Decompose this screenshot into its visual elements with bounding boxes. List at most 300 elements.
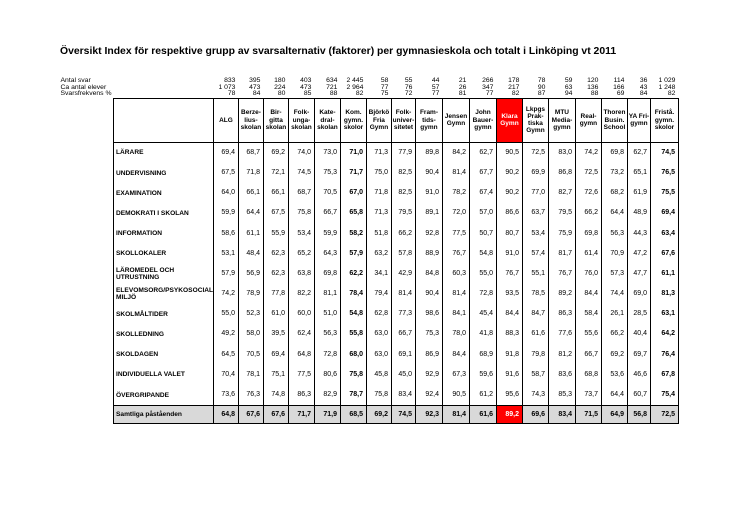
count-cell: 266 bbox=[482, 77, 494, 84]
count-cell: 78 bbox=[227, 90, 236, 98]
table-cell: 84,1 bbox=[442, 304, 469, 324]
table-row bbox=[114, 244, 679, 264]
table-cell: 65,2 bbox=[288, 244, 314, 264]
table-row bbox=[114, 224, 679, 244]
table-cell: 78,1 bbox=[238, 365, 263, 385]
table-cell: 67,4 bbox=[469, 183, 496, 203]
count-cell: 69 bbox=[616, 90, 625, 98]
table-cell: 68,8 bbox=[575, 365, 601, 385]
total-cell: 72,5 bbox=[650, 406, 678, 424]
total-cell: 69,2 bbox=[366, 406, 391, 424]
table-cell: 80,6 bbox=[314, 365, 340, 385]
total-cell: 71,7 bbox=[288, 406, 314, 424]
total-cell: 68,5 bbox=[340, 406, 366, 424]
count-cell: 347 bbox=[482, 83, 494, 91]
table-cell: 74,3 bbox=[522, 385, 548, 406]
count-cell: 180 bbox=[274, 77, 286, 84]
total-row-label: Samtliga påståenden bbox=[114, 406, 214, 424]
table-cell: 63,7 bbox=[522, 203, 548, 223]
count-cell: 1 073 bbox=[218, 83, 236, 91]
count-cell: 84 bbox=[252, 90, 261, 98]
row-label: ÖVERGRIPANDE bbox=[114, 385, 214, 406]
table-cell: 51,0 bbox=[314, 304, 340, 324]
table-cell: 79,4 bbox=[366, 284, 391, 304]
count-cell: 43 bbox=[639, 83, 648, 91]
table-cell: 53,6 bbox=[601, 365, 627, 385]
table-cell: 74,4 bbox=[601, 284, 627, 304]
table-cell: 69,0 bbox=[627, 284, 650, 304]
table-cell: 58,0 bbox=[238, 324, 263, 344]
table-cell: 73,2 bbox=[601, 163, 627, 183]
table-cell: 50,7 bbox=[469, 224, 496, 244]
table-cell: 73,7 bbox=[575, 385, 601, 406]
column-header: Kate- dral- skolan bbox=[314, 98, 340, 142]
table-cell: 54,8 bbox=[340, 304, 366, 324]
count-row-label: Antal svar bbox=[60, 77, 91, 84]
count-cell: 87 bbox=[537, 90, 546, 98]
table-cell: 71,0 bbox=[340, 142, 366, 163]
count-cell: 55 bbox=[404, 77, 413, 84]
table-row bbox=[114, 284, 679, 304]
table-cell: 89,1 bbox=[415, 203, 442, 223]
table-cell: 66,1 bbox=[238, 183, 263, 203]
column-header: Folk- unga- skolan bbox=[288, 98, 314, 142]
table-cell: 40,4 bbox=[627, 324, 650, 344]
table-cell: 64,5 bbox=[213, 345, 238, 365]
table-cell: 64,8 bbox=[288, 345, 314, 365]
count-cell: 77 bbox=[485, 90, 494, 98]
table-cell: 78,4 bbox=[340, 284, 366, 304]
table-cell: 69,4 bbox=[213, 142, 238, 163]
column-header: Fristå. gymn. skolor bbox=[650, 98, 678, 142]
total-cell: 61,6 bbox=[469, 406, 496, 424]
table-cell: 78,7 bbox=[340, 385, 366, 406]
table-cell: 68,2 bbox=[601, 183, 627, 203]
table-cell: 58,4 bbox=[575, 304, 601, 324]
table-cell: 86,9 bbox=[415, 345, 442, 365]
table-row bbox=[114, 264, 679, 284]
table-cell: 71,3 bbox=[366, 203, 391, 223]
count-cell: 77 bbox=[431, 90, 440, 98]
table-cell: 61,9 bbox=[627, 183, 650, 203]
count-cell: 833 bbox=[224, 77, 236, 84]
table-cell: 63,2 bbox=[366, 244, 391, 264]
count-cell: 63 bbox=[564, 83, 573, 91]
table-cell: 76,3 bbox=[238, 385, 263, 406]
table-cell: 89,8 bbox=[415, 142, 442, 163]
table-cell: 61,4 bbox=[575, 244, 601, 264]
row-label: LÄRARE bbox=[114, 142, 214, 163]
table-cell: 79,5 bbox=[391, 203, 415, 223]
table-cell: 44,3 bbox=[627, 224, 650, 244]
table-cell: 90,2 bbox=[496, 183, 522, 203]
table-cell: 75,4 bbox=[650, 385, 678, 406]
table-cell: 69,9 bbox=[522, 163, 548, 183]
table-cell: 61,0 bbox=[263, 304, 288, 324]
table-cell: 51,8 bbox=[366, 224, 391, 244]
table-cell: 82,2 bbox=[288, 284, 314, 304]
column-header: Bir-gitta skolan bbox=[263, 98, 288, 142]
count-cell: 26 bbox=[458, 83, 467, 91]
table-cell: 64,4 bbox=[601, 385, 627, 406]
row-label: INDIVIDUELLA VALET bbox=[114, 365, 214, 385]
table-cell: 81,4 bbox=[391, 284, 415, 304]
table-cell: 55,9 bbox=[263, 224, 288, 244]
table-cell: 78,9 bbox=[238, 284, 263, 304]
count-cell: 1 248 bbox=[658, 83, 676, 91]
table-cell: 55,8 bbox=[340, 324, 366, 344]
table-cell: 71,7 bbox=[340, 163, 366, 183]
table-cell: 62,7 bbox=[469, 142, 496, 163]
table-cell: 86,8 bbox=[548, 163, 575, 183]
count-cell: 75 bbox=[380, 90, 389, 98]
table-cell: 67,7 bbox=[469, 163, 496, 183]
table-cell: 64,4 bbox=[238, 203, 263, 223]
count-cell: 224 bbox=[274, 83, 286, 91]
table-cell: 48,9 bbox=[627, 203, 650, 223]
table-cell: 75,9 bbox=[548, 224, 575, 244]
table-cell: 77,5 bbox=[442, 224, 469, 244]
table-cell: 70,5 bbox=[314, 183, 340, 203]
table-cell: 73,0 bbox=[314, 142, 340, 163]
table-cell: 53,1 bbox=[213, 244, 238, 264]
table-cell: 90,4 bbox=[415, 284, 442, 304]
table-cell: 61,1 bbox=[238, 224, 263, 244]
column-header: Berze- lius- skolan bbox=[238, 98, 263, 142]
table-cell: 74,5 bbox=[288, 163, 314, 183]
table-cell: 45,0 bbox=[391, 365, 415, 385]
row-label: SKOLDAGEN bbox=[114, 345, 214, 365]
table-cell: 74,2 bbox=[575, 142, 601, 163]
table-cell: 66,2 bbox=[575, 203, 601, 223]
table-cell: 72,6 bbox=[575, 183, 601, 203]
table-cell: 67,6 bbox=[650, 244, 678, 264]
table-cell: 69,8 bbox=[575, 224, 601, 244]
row-label: UNDERVISNING bbox=[114, 163, 214, 183]
table-cell: 75,8 bbox=[288, 203, 314, 223]
table-cell: 57,3 bbox=[601, 264, 627, 284]
table-cell: 78,0 bbox=[442, 324, 469, 344]
table-cell: 71,8 bbox=[366, 183, 391, 203]
count-cell: 2 964 bbox=[346, 83, 364, 91]
table-cell: 48,4 bbox=[238, 244, 263, 264]
table-cell: 41,8 bbox=[469, 324, 496, 344]
row-label: EXAMINATION bbox=[114, 183, 214, 203]
table-cell: 72,8 bbox=[314, 345, 340, 365]
count-cell: 81 bbox=[458, 90, 467, 98]
table-cell: 60,7 bbox=[627, 385, 650, 406]
table-cell: 95,6 bbox=[496, 385, 522, 406]
column-header: Jensen Gymn bbox=[442, 98, 469, 142]
table-cell: 70,5 bbox=[238, 345, 263, 365]
table-cell: 69,7 bbox=[627, 345, 650, 365]
total-cell: 74,5 bbox=[391, 406, 415, 424]
table-cell: 67,0 bbox=[340, 183, 366, 203]
table-cell: 91,6 bbox=[496, 365, 522, 385]
table-cell: 75,3 bbox=[314, 163, 340, 183]
table-cell: 47,7 bbox=[627, 264, 650, 284]
table-row bbox=[114, 304, 679, 324]
table-cell: 61,6 bbox=[522, 324, 548, 344]
table-cell: 77,6 bbox=[548, 324, 575, 344]
table-cell: 56,3 bbox=[601, 224, 627, 244]
table-cell: 63,0 bbox=[366, 324, 391, 344]
table-cell: 78,2 bbox=[442, 183, 469, 203]
table-cell: 64,3 bbox=[314, 244, 340, 264]
total-cell: 64,9 bbox=[601, 406, 627, 424]
table-cell: 75,0 bbox=[366, 163, 391, 183]
table-cell: 90,2 bbox=[496, 163, 522, 183]
total-cell: 67,6 bbox=[263, 406, 288, 424]
table-cell: 86,6 bbox=[496, 203, 522, 223]
table-cell: 68,0 bbox=[340, 345, 366, 365]
index-table bbox=[60, 77, 679, 424]
total-cell: 81,4 bbox=[442, 406, 469, 424]
table-row bbox=[114, 142, 679, 163]
table-cell: 46,6 bbox=[627, 365, 650, 385]
table-cell: 62,3 bbox=[263, 264, 288, 284]
table-cell: 84,4 bbox=[442, 345, 469, 365]
table-cell: 77,3 bbox=[391, 304, 415, 324]
table-cell: 74,8 bbox=[263, 385, 288, 406]
column-header: John Bauer- gymn bbox=[469, 98, 496, 142]
table-cell: 58,7 bbox=[522, 365, 548, 385]
table-cell: 98,6 bbox=[415, 304, 442, 324]
table-cell: 67,8 bbox=[650, 365, 678, 385]
table-cell: 67,5 bbox=[263, 203, 288, 223]
count-cell: 90 bbox=[537, 83, 546, 91]
table-cell: 62,7 bbox=[627, 142, 650, 163]
table-cell: 89,2 bbox=[548, 284, 575, 304]
header-corner bbox=[114, 98, 214, 142]
table-cell: 90,5 bbox=[496, 142, 522, 163]
table-cell: 84,4 bbox=[575, 284, 601, 304]
table-cell: 90,5 bbox=[442, 385, 469, 406]
table-cell: 69,2 bbox=[601, 345, 627, 365]
table-cell: 28,5 bbox=[627, 304, 650, 324]
table-cell: 55,1 bbox=[522, 264, 548, 284]
table-cell: 77,8 bbox=[263, 284, 288, 304]
count-cell: 473 bbox=[249, 83, 261, 91]
table-cell: 26,1 bbox=[601, 304, 627, 324]
total-cell: 83,4 bbox=[548, 406, 575, 424]
table-cell: 56,9 bbox=[238, 264, 263, 284]
table-cell: 81,7 bbox=[548, 244, 575, 264]
table-cell: 34,1 bbox=[366, 264, 391, 284]
count-cell: 94 bbox=[564, 90, 573, 98]
table-cell: 57,9 bbox=[213, 264, 238, 284]
row-label: INFORMATION bbox=[114, 224, 214, 244]
table-cell: 70,4 bbox=[213, 365, 238, 385]
total-cell: 67,6 bbox=[238, 406, 263, 424]
count-cell: 721 bbox=[326, 83, 338, 91]
count-cell: 395 bbox=[249, 77, 261, 84]
column-header: Folk- univer- sitetet bbox=[391, 98, 415, 142]
table-cell: 91,8 bbox=[496, 345, 522, 365]
column-header: Lkpgs Prak- tiska Gymn bbox=[522, 98, 548, 142]
table-cell: 83,6 bbox=[548, 365, 575, 385]
table-cell: 72,8 bbox=[469, 284, 496, 304]
table-cell: 69,4 bbox=[263, 345, 288, 365]
table-cell: 63,8 bbox=[288, 264, 314, 284]
count-cell: 85 bbox=[303, 90, 312, 98]
table-cell: 77,0 bbox=[522, 183, 548, 203]
row-label: ELEVOMSORG/PSYKOSOCIAL MILJÖ bbox=[114, 284, 214, 304]
table-cell: 71,3 bbox=[366, 142, 391, 163]
table-cell: 88,3 bbox=[496, 324, 522, 344]
table-cell: 60,0 bbox=[288, 304, 314, 324]
table-cell: 60,3 bbox=[442, 264, 469, 284]
table-cell: 61,2 bbox=[469, 385, 496, 406]
table-row bbox=[114, 345, 679, 365]
table-cell: 55,0 bbox=[469, 264, 496, 284]
total-cell: 89,2 bbox=[496, 406, 522, 424]
total-row bbox=[114, 406, 679, 424]
table-row bbox=[114, 324, 679, 344]
table-cell: 59,9 bbox=[314, 224, 340, 244]
table-cell: 75,8 bbox=[340, 365, 366, 385]
table-cell: 76,7 bbox=[548, 264, 575, 284]
table-cell: 82,7 bbox=[548, 183, 575, 203]
table-cell: 75,1 bbox=[263, 365, 288, 385]
count-cell: 58 bbox=[380, 77, 389, 84]
table-cell: 68,9 bbox=[469, 345, 496, 365]
table-cell: 64,0 bbox=[213, 183, 238, 203]
count-cell: 59 bbox=[564, 77, 573, 84]
table-cell: 77,5 bbox=[288, 365, 314, 385]
total-cell: 64,8 bbox=[213, 406, 238, 424]
table-cell: 52,3 bbox=[238, 304, 263, 324]
table-cell: 53,4 bbox=[522, 224, 548, 244]
column-header: MTU Media- gymn bbox=[548, 98, 575, 142]
row-label: LÄROMEDEL OCH UTRUSTNING bbox=[114, 264, 214, 284]
count-cell: 178 bbox=[508, 77, 520, 84]
table-cell: 83,0 bbox=[548, 142, 575, 163]
count-cell: 634 bbox=[326, 77, 338, 84]
table-cell: 74,5 bbox=[650, 142, 678, 163]
table-cell: 66,7 bbox=[391, 324, 415, 344]
table-cell: 81,3 bbox=[650, 284, 678, 304]
table-cell: 58,2 bbox=[340, 224, 366, 244]
table-cell: 66,2 bbox=[601, 324, 627, 344]
table-cell: 81,4 bbox=[442, 284, 469, 304]
table-cell: 85,3 bbox=[548, 385, 575, 406]
table-cell: 79,8 bbox=[522, 345, 548, 365]
table-cell: 66,2 bbox=[391, 224, 415, 244]
count-cell: 88 bbox=[329, 90, 338, 98]
table-cell: 77,9 bbox=[391, 142, 415, 163]
table-cell: 69,8 bbox=[314, 264, 340, 284]
table-cell: 86,3 bbox=[288, 385, 314, 406]
table-cell: 76,7 bbox=[496, 264, 522, 284]
table-row bbox=[114, 203, 679, 223]
column-header: Thoren Busin. School bbox=[601, 98, 627, 142]
table-cell: 76,5 bbox=[650, 163, 678, 183]
table-cell: 65,8 bbox=[340, 203, 366, 223]
table-cell: 69,1 bbox=[391, 345, 415, 365]
table-cell: 72,5 bbox=[575, 163, 601, 183]
table-cell: 69,2 bbox=[263, 142, 288, 163]
table-cell: 82,9 bbox=[314, 385, 340, 406]
table-cell: 45,8 bbox=[366, 365, 391, 385]
table-cell: 76,0 bbox=[575, 264, 601, 284]
table-cell: 75,8 bbox=[366, 385, 391, 406]
row-label: SKOLLOKALER bbox=[114, 244, 214, 264]
count-cell: 21 bbox=[458, 77, 467, 84]
count-cell: 80 bbox=[277, 90, 286, 98]
table-cell: 56,3 bbox=[314, 324, 340, 344]
table-cell: 62,8 bbox=[366, 304, 391, 324]
table-cell: 76,4 bbox=[650, 345, 678, 365]
count-row-label: Svarsfrekvens % bbox=[60, 90, 112, 98]
table-cell: 49,2 bbox=[213, 324, 238, 344]
count-cell: 2 445 bbox=[346, 77, 364, 84]
table-cell: 93,5 bbox=[496, 284, 522, 304]
count-cell: 36 bbox=[639, 77, 648, 84]
table-cell: 62,3 bbox=[263, 244, 288, 264]
table-cell: 81,1 bbox=[314, 284, 340, 304]
table-cell: 63,4 bbox=[650, 224, 678, 244]
table-cell: 59,6 bbox=[469, 365, 496, 385]
count-cell: 82 bbox=[355, 90, 364, 98]
count-row-label: Ca antal elever bbox=[60, 83, 107, 91]
table-cell: 82,5 bbox=[391, 163, 415, 183]
table-cell: 72,1 bbox=[263, 163, 288, 183]
count-cell: 1 029 bbox=[658, 77, 676, 84]
table-cell: 54,8 bbox=[469, 244, 496, 264]
total-cell: 71,5 bbox=[575, 406, 601, 424]
count-cell: 76 bbox=[404, 83, 413, 91]
table-cell: 68,7 bbox=[288, 183, 314, 203]
table-cell: 79,5 bbox=[548, 203, 575, 223]
table-cell: 62,2 bbox=[340, 264, 366, 284]
table-cell: 78,5 bbox=[522, 284, 548, 304]
table-cell: 68,7 bbox=[238, 142, 263, 163]
table-cell: 55,6 bbox=[575, 324, 601, 344]
table-cell: 88,9 bbox=[415, 244, 442, 264]
table-cell: 55,0 bbox=[213, 304, 238, 324]
table-cell: 72,0 bbox=[442, 203, 469, 223]
table-cell: 81,4 bbox=[442, 163, 469, 183]
count-row bbox=[114, 91, 679, 98]
table-cell: 57,8 bbox=[391, 244, 415, 264]
table-cell: 82,5 bbox=[391, 183, 415, 203]
table-cell: 90,4 bbox=[415, 163, 442, 183]
table-row bbox=[114, 163, 679, 183]
header-row bbox=[114, 98, 679, 142]
table-cell: 73,6 bbox=[213, 385, 238, 406]
row-label: DEMOKRATI I SKOLAN bbox=[114, 203, 214, 223]
count-cell: 114 bbox=[613, 77, 625, 84]
table-row bbox=[114, 365, 679, 385]
count-cell: 473 bbox=[300, 83, 312, 91]
count-cell: 403 bbox=[300, 77, 312, 84]
table-cell: 65,1 bbox=[627, 163, 650, 183]
row-label: SKOLMÅLTIDER bbox=[114, 304, 214, 324]
table-cell: 70,9 bbox=[601, 244, 627, 264]
table-cell: 84,7 bbox=[522, 304, 548, 324]
table-cell: 67,5 bbox=[213, 163, 238, 183]
table-cell: 47,2 bbox=[627, 244, 650, 264]
column-header: YA Fri- gymn bbox=[627, 98, 650, 142]
table-cell: 42,9 bbox=[391, 264, 415, 284]
total-cell: 69,6 bbox=[522, 406, 548, 424]
count-cell: 57 bbox=[431, 83, 440, 91]
table-cell: 66,1 bbox=[263, 183, 288, 203]
count-cell: 88 bbox=[590, 90, 599, 98]
table-cell: 92,4 bbox=[415, 385, 442, 406]
count-cell: 84 bbox=[639, 90, 648, 98]
